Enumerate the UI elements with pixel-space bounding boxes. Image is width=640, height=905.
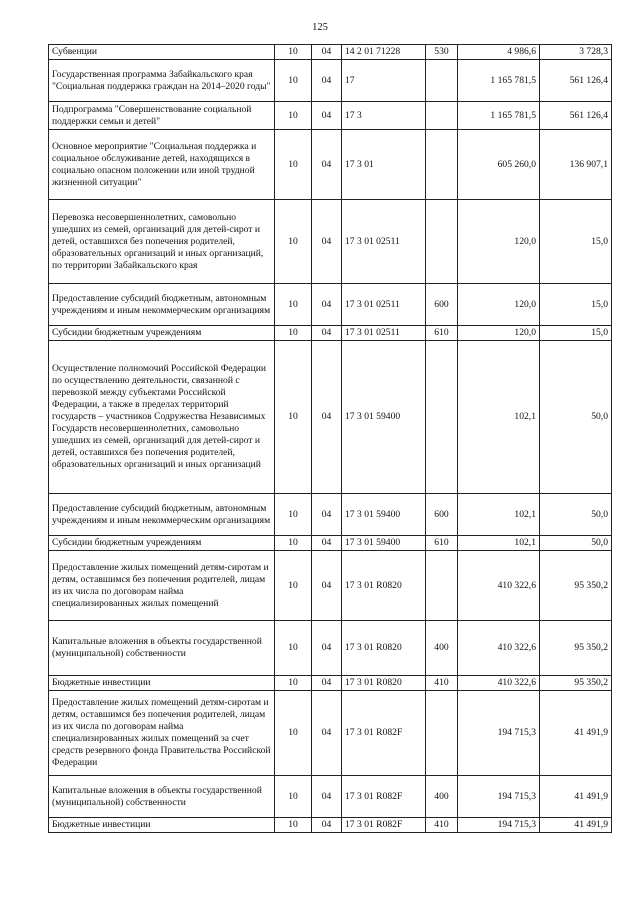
razdel-code: 10 xyxy=(275,536,312,551)
table-row xyxy=(49,341,612,494)
table-row xyxy=(49,326,612,341)
expense-type-code: 610 xyxy=(426,536,458,551)
expense-type-code xyxy=(426,60,458,102)
target-article-code: 17 3 01 xyxy=(342,130,426,200)
amount-executed: 561 126,4 xyxy=(540,60,612,102)
podrazdel-code: 04 xyxy=(312,284,342,326)
podrazdel-code: 04 xyxy=(312,200,342,284)
amount-executed: 95 350,2 xyxy=(540,676,612,691)
podrazdel-code: 04 xyxy=(312,676,342,691)
table-row xyxy=(49,536,612,551)
row-name: Субсидии бюджетным учреждениям xyxy=(49,536,275,551)
razdel-code: 10 xyxy=(275,818,312,833)
target-article-code: 17 3 01 R082F xyxy=(342,691,426,776)
amount-executed: 15,0 xyxy=(540,284,612,326)
expense-type-code: 600 xyxy=(426,284,458,326)
row-name: Предоставление субсидий бюджетным, автономным учреждениям и иным некоммерческим организациям xyxy=(49,284,275,326)
razdel-code: 10 xyxy=(275,326,312,341)
row-name: Осуществление полномочий Российской Федерации по осуществлению деятельности, связанной с перевозкой между субъектами Российской Федерации, а также в пределах территорий государств – участников Содружества Независимых Государств несовершеннолетних, самовольно ушедших из семей, организаций для детей-сирот и детей, оставшихся без попечения родителей, образовательных организаций и иных организаций xyxy=(49,341,275,494)
target-article-code: 17 xyxy=(342,60,426,102)
expense-type-code: 410 xyxy=(426,818,458,833)
amount-plan: 410 322,6 xyxy=(458,676,540,691)
target-article-code: 17 3 01 R0820 xyxy=(342,676,426,691)
amount-plan: 1 165 781,5 xyxy=(458,102,540,130)
page-number: 125 xyxy=(312,22,328,33)
razdel-code: 10 xyxy=(275,776,312,818)
podrazdel-code: 04 xyxy=(312,536,342,551)
amount-executed: 50,0 xyxy=(540,494,612,536)
amount-executed: 15,0 xyxy=(540,326,612,341)
row-name: Подпрограмма "Совершенствование социальной поддержки семьи и детей" xyxy=(49,102,275,130)
amount-executed: 15,0 xyxy=(540,200,612,284)
expense-type-code xyxy=(426,130,458,200)
expense-type-code: 400 xyxy=(426,776,458,818)
target-article-code: 17 3 01 R082F xyxy=(342,776,426,818)
expense-type-code xyxy=(426,691,458,776)
table-row xyxy=(49,130,612,200)
table-row xyxy=(49,621,612,676)
razdel-code: 10 xyxy=(275,621,312,676)
row-name: Основное мероприятие "Социальная поддержка и социальное обслуживание детей, находящихся в социально опасном положении или иной трудной жизненной ситуации" xyxy=(49,130,275,200)
amount-plan: 120,0 xyxy=(458,200,540,284)
amount-plan: 1 165 781,5 xyxy=(458,60,540,102)
podrazdel-code: 04 xyxy=(312,102,342,130)
amount-executed: 3 728,3 xyxy=(540,45,612,60)
podrazdel-code: 04 xyxy=(312,818,342,833)
podrazdel-code: 04 xyxy=(312,691,342,776)
amount-plan: 194 715,3 xyxy=(458,818,540,833)
podrazdel-code: 04 xyxy=(312,494,342,536)
razdel-code: 10 xyxy=(275,494,312,536)
expense-type-code: 610 xyxy=(426,326,458,341)
target-article-code: 17 3 01 59400 xyxy=(342,494,426,536)
amount-executed: 50,0 xyxy=(540,536,612,551)
amount-executed: 41 491,9 xyxy=(540,691,612,776)
target-article-code: 17 3 01 02511 xyxy=(342,200,426,284)
razdel-code: 10 xyxy=(275,676,312,691)
razdel-code: 10 xyxy=(275,60,312,102)
table-row xyxy=(49,494,612,536)
podrazdel-code: 04 xyxy=(312,326,342,341)
table-row xyxy=(49,776,612,818)
amount-plan: 410 322,6 xyxy=(458,551,540,621)
row-name: Предоставление жилых помещений детям-сиротам и детям, оставшимся без попечения родителей, лицам из их числа по договорам найма специализированных жилых помещений за счет средств резервного фонда Правительства Российской Федерации xyxy=(49,691,275,776)
amount-plan: 194 715,3 xyxy=(458,691,540,776)
table-row xyxy=(49,691,612,776)
amount-plan: 102,1 xyxy=(458,341,540,494)
amount-plan: 120,0 xyxy=(458,284,540,326)
razdel-code: 10 xyxy=(275,551,312,621)
target-article-code: 17 3 xyxy=(342,102,426,130)
table-row xyxy=(49,818,612,833)
razdel-code: 10 xyxy=(275,200,312,284)
row-name: Предоставление субсидий бюджетным, автономным учреждениям и иным некоммерческим организациям xyxy=(49,494,275,536)
expense-type-code xyxy=(426,551,458,621)
target-article-code: 17 3 01 59400 xyxy=(342,536,426,551)
expense-type-code xyxy=(426,341,458,494)
expense-type-code: 530 xyxy=(426,45,458,60)
amount-executed: 50,0 xyxy=(540,341,612,494)
amount-plan: 120,0 xyxy=(458,326,540,341)
budget-table xyxy=(48,44,612,833)
amount-plan: 102,1 xyxy=(458,494,540,536)
amount-executed: 41 491,9 xyxy=(540,818,612,833)
table-body xyxy=(49,45,612,833)
target-article-code: 17 3 01 R082F xyxy=(342,818,426,833)
expense-type-code: 400 xyxy=(426,621,458,676)
razdel-code: 10 xyxy=(275,130,312,200)
podrazdel-code: 04 xyxy=(312,776,342,818)
target-article-code: 17 3 01 R0820 xyxy=(342,621,426,676)
table-row xyxy=(49,676,612,691)
table-row xyxy=(49,551,612,621)
table-row xyxy=(49,102,612,130)
amount-plan: 605 260,0 xyxy=(458,130,540,200)
table-row xyxy=(49,60,612,102)
target-article-code: 14 2 01 71228 xyxy=(342,45,426,60)
row-name: Субвенции xyxy=(49,45,275,60)
row-name: Капитальные вложения в объекты государственной (муниципальной) собственности xyxy=(49,621,275,676)
row-name: Государственная программа Забайкальского края "Социальная поддержка граждан на 2014–2020 годы" xyxy=(49,60,275,102)
table-row xyxy=(49,284,612,326)
target-article-code: 17 3 01 02511 xyxy=(342,284,426,326)
expense-type-code xyxy=(426,102,458,130)
target-article-code: 17 3 01 02511 xyxy=(342,326,426,341)
amount-executed: 95 350,2 xyxy=(540,621,612,676)
row-name: Бюджетные инвестиции xyxy=(49,676,275,691)
amount-plan: 4 986,6 xyxy=(458,45,540,60)
podrazdel-code: 04 xyxy=(312,551,342,621)
table-row xyxy=(49,45,612,60)
amount-plan: 410 322,6 xyxy=(458,621,540,676)
podrazdel-code: 04 xyxy=(312,45,342,60)
podrazdel-code: 04 xyxy=(312,60,342,102)
row-name: Капитальные вложения в объекты государственной (муниципальной) собственности xyxy=(49,776,275,818)
row-name: Перевозка несовершеннолетних, самовольно ушедших из семей, организаций для детей-сирот и детей, оставшихся без попечения родителей, образовательных организаций и иных организаций, по территории Забайкальского края xyxy=(49,200,275,284)
amount-executed: 95 350,2 xyxy=(540,551,612,621)
razdel-code: 10 xyxy=(275,102,312,130)
expense-type-code: 410 xyxy=(426,676,458,691)
razdel-code: 10 xyxy=(275,45,312,60)
target-article-code: 17 3 01 59400 xyxy=(342,341,426,494)
amount-executed: 136 907,1 xyxy=(540,130,612,200)
amount-executed: 41 491,9 xyxy=(540,776,612,818)
row-name: Предоставление жилых помещений детям-сиротам и детям, оставшимся без попечения родителей, лицам из их числа по договорам найма специализированных жилых помещений xyxy=(49,551,275,621)
podrazdel-code: 04 xyxy=(312,341,342,494)
razdel-code: 10 xyxy=(275,341,312,494)
row-name: Субсидии бюджетным учреждениям xyxy=(49,326,275,341)
amount-plan: 194 715,3 xyxy=(458,776,540,818)
podrazdel-code: 04 xyxy=(312,130,342,200)
row-name: Бюджетные инвестиции xyxy=(49,818,275,833)
razdel-code: 10 xyxy=(275,284,312,326)
amount-executed: 561 126,4 xyxy=(540,102,612,130)
expense-type-code: 600 xyxy=(426,494,458,536)
amount-plan: 102,1 xyxy=(458,536,540,551)
target-article-code: 17 3 01 R0820 xyxy=(342,551,426,621)
podrazdel-code: 04 xyxy=(312,621,342,676)
table-row xyxy=(49,200,612,284)
expense-type-code xyxy=(426,200,458,284)
razdel-code: 10 xyxy=(275,691,312,776)
